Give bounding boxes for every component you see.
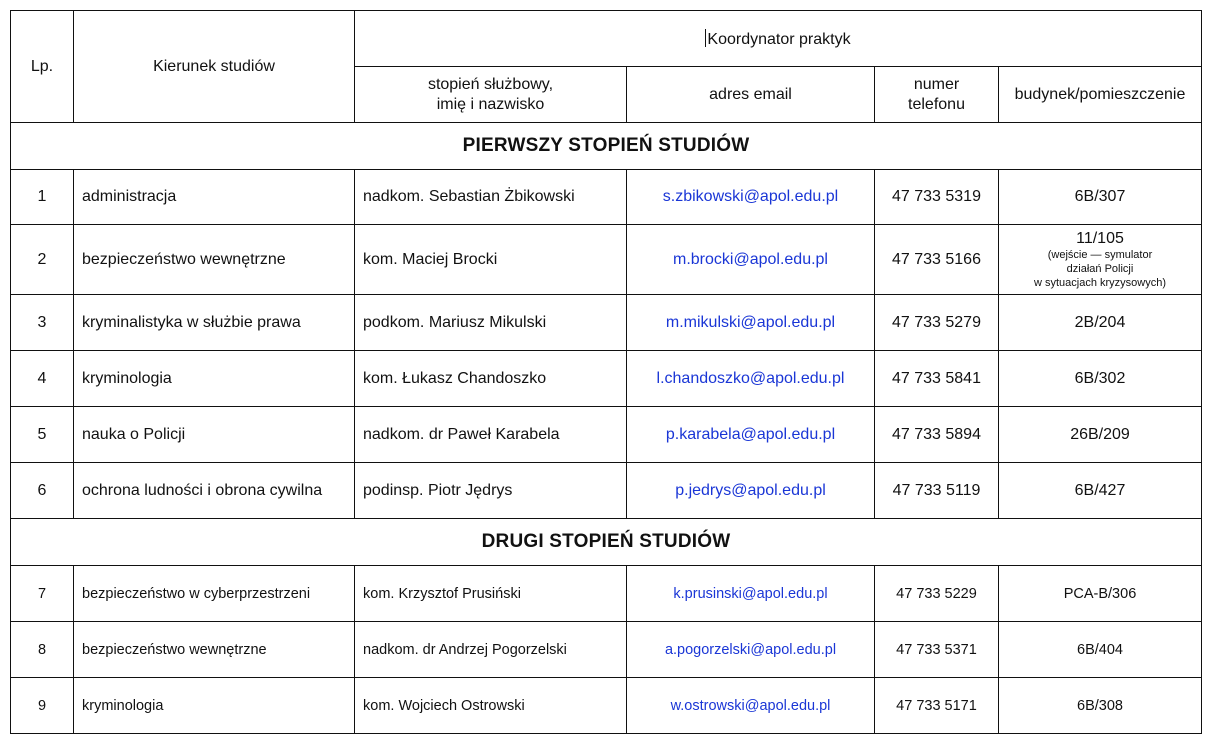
header-stopien-line1: stopień służbowy, [427, 75, 554, 93]
row-osoba: kom. Wojciech Ostrowski [355, 678, 627, 734]
row-pokoj: 6B/404 [999, 622, 1202, 678]
table-row [11, 170, 1202, 225]
header-telefon-line1: numer [913, 75, 960, 93]
row-lp: 4 [11, 351, 74, 407]
section-first-degree: PIERWSZY STOPIEŃ STUDIÓW [11, 123, 1202, 170]
table-row [11, 463, 1202, 519]
row-osoba: kom. Łukasz Chandoszko [355, 351, 627, 407]
row-osoba: nadkom. Sebastian Żbikowski [355, 170, 627, 225]
row-pokoj-note-3: w sytuacjach kryzysowych) [1033, 276, 1167, 289]
row-telefon: 47 733 5229 [875, 566, 999, 622]
row-lp: 1 [11, 170, 74, 225]
row-email-link[interactable]: m.brocki@apol.edu.pl [627, 225, 875, 295]
table-row [11, 622, 1202, 678]
row-telefon: 47 733 5894 [875, 407, 999, 463]
header-lp: Lp. [11, 11, 74, 123]
header-telefon-line2: telefonu [908, 95, 965, 113]
row-osoba: kom. Krzysztof Prusiński [355, 566, 627, 622]
row-pokoj: PCA-B/306 [999, 566, 1202, 622]
row-osoba: podkom. Mariusz Mikulski [355, 295, 627, 351]
row-osoba: kom. Maciej Brocki [355, 225, 627, 295]
row-telefon: 47 733 5279 [875, 295, 999, 351]
row-telefon: 47 733 5319 [875, 170, 999, 225]
row-email-link[interactable]: a.pogorzelski@apol.edu.pl [627, 622, 875, 678]
row-pokoj-note-2: działań Policji [1066, 262, 1134, 275]
row-pokoj: 6B/302 [999, 351, 1202, 407]
header-stopien [355, 67, 627, 123]
table-row [11, 678, 1202, 734]
header-kierunek: Kierunek studiów [74, 11, 355, 123]
row-kierunek: bezpieczeństwo wewnętrzne [74, 622, 355, 678]
row-osoba: nadkom. dr Paweł Karabela [355, 407, 627, 463]
row-kierunek: bezpieczeństwo wewnętrzne [74, 225, 355, 295]
row-kierunek: bezpieczeństwo w cyberprzestrzeni [74, 566, 355, 622]
table-row [11, 351, 1202, 407]
table-row [11, 407, 1202, 463]
row-lp: 2 [11, 225, 74, 295]
row-email-link[interactable]: p.karabela@apol.edu.pl [627, 407, 875, 463]
row-lp: 7 [11, 566, 74, 622]
row-pokoj: 26B/209 [999, 407, 1202, 463]
table-row [11, 295, 1202, 351]
row-email-link[interactable]: s.zbikowski@apol.edu.pl [627, 170, 875, 225]
row-email-link[interactable]: w.ostrowski@apol.edu.pl [627, 678, 875, 734]
row-email-link[interactable]: k.prusinski@apol.edu.pl [627, 566, 875, 622]
row-kierunek: kryminologia [74, 678, 355, 734]
header-koordynator-label: Koordynator praktyk [707, 30, 851, 48]
row-kierunek: ochrona ludności i obrona cywilna [74, 463, 355, 519]
row-pokoj-note-1: (wejście — symulator [1047, 248, 1153, 261]
row-pokoj-number: 11/105 [1076, 229, 1124, 247]
row-pokoj [999, 225, 1202, 295]
coordinators-table [10, 10, 1202, 734]
row-osoba: nadkom. dr Andrzej Pogorzelski [355, 622, 627, 678]
row-lp: 9 [11, 678, 74, 734]
row-kierunek: kryminologia [74, 351, 355, 407]
table-row [11, 566, 1202, 622]
row-email-link[interactable]: p.jedrys@apol.edu.pl [627, 463, 875, 519]
row-lp: 8 [11, 622, 74, 678]
row-kierunek: nauka o Policji [74, 407, 355, 463]
row-kierunek: administracja [74, 170, 355, 225]
header-koordynator [355, 11, 1202, 67]
row-telefon: 47 733 5371 [875, 622, 999, 678]
header-budynek: budynek/pomieszczenie [999, 67, 1202, 123]
row-kierunek: kryminalistyka w służbie prawa [74, 295, 355, 351]
row-email-link[interactable]: m.mikulski@apol.edu.pl [627, 295, 875, 351]
section-second-degree: DRUGI STOPIEŃ STUDIÓW [11, 519, 1202, 566]
header-email: adres email [627, 67, 875, 123]
header-stopien-line2: imię i nazwisko [436, 95, 545, 113]
row-osoba: podinsp. Piotr Jędrys [355, 463, 627, 519]
row-pokoj: 6B/308 [999, 678, 1202, 734]
row-lp: 6 [11, 463, 74, 519]
row-lp: 3 [11, 295, 74, 351]
row-pokoj: 2B/204 [999, 295, 1202, 351]
table-row [11, 225, 1202, 295]
row-telefon: 47 733 5119 [875, 463, 999, 519]
row-telefon: 47 733 5166 [875, 225, 999, 295]
row-telefon: 47 733 5171 [875, 678, 999, 734]
header-telefon [875, 67, 999, 123]
row-lp: 5 [11, 407, 74, 463]
row-telefon: 47 733 5841 [875, 351, 999, 407]
row-pokoj: 6B/427 [999, 463, 1202, 519]
row-pokoj: 6B/307 [999, 170, 1202, 225]
row-email-link[interactable]: l.chandoszko@apol.edu.pl [627, 351, 875, 407]
